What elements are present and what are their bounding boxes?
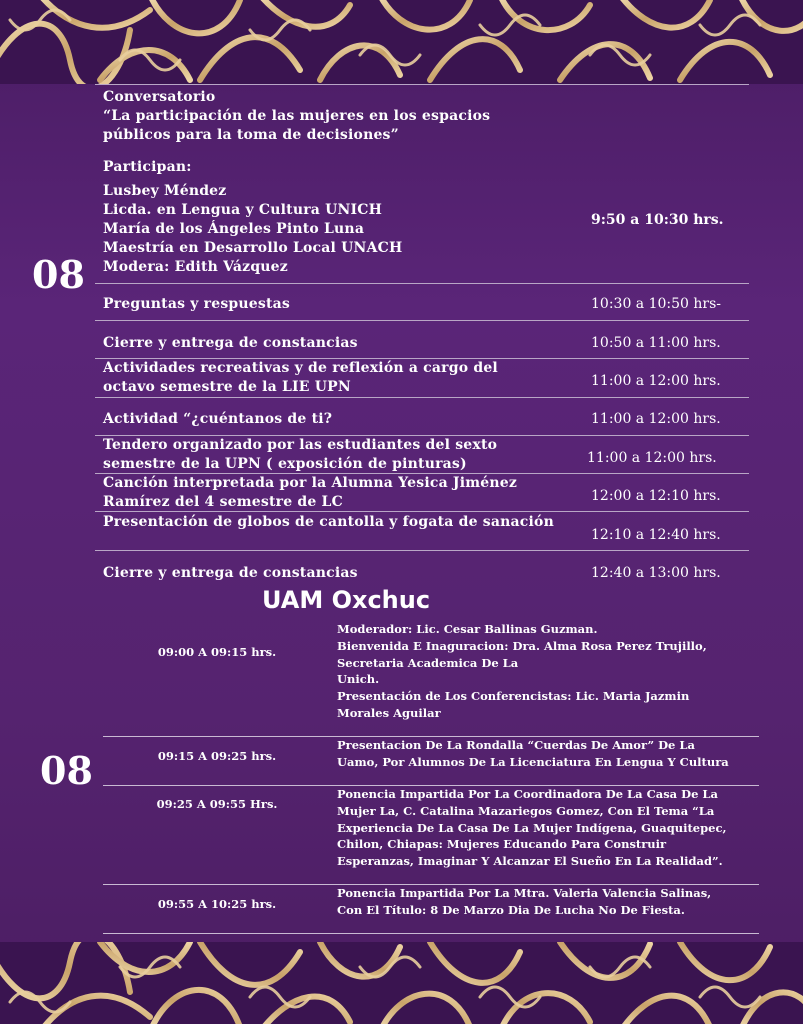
table-row — [95, 321, 749, 359]
time-cell: 09:00 A 09:15 hrs. — [157, 645, 277, 659]
swirl-pattern-icon — [0, 942, 803, 1024]
table-row — [103, 618, 759, 737]
time-cell: 09:25 A 09:55 Hrs. — [156, 797, 278, 811]
day-number: 08 — [32, 252, 85, 297]
time-cell: 11:00 a 12:00 hrs. — [587, 450, 717, 466]
table-row — [95, 551, 749, 583]
table-row — [95, 436, 749, 474]
bottom-decorative-band — [0, 942, 803, 1024]
table-row — [95, 84, 749, 284]
time-cell: 09:55 A 10:25 hrs. — [157, 897, 277, 911]
time-cell: 09:15 A 09:25 hrs. — [157, 749, 277, 763]
activity-cell: Conversatorio “La participación de las mujeres en los espacios públicos para la toma de decisiones” Participan: Lusbey Méndez Licda. en Lengua y Cultura UNICH María de los Ángeles Pinto Luna Maestría en Desarrollo Local UNACH Modera: Edith Vázquez — [103, 89, 491, 275]
table-row — [103, 885, 759, 934]
table-row — [95, 474, 749, 512]
table-row — [95, 359, 749, 398]
activity-cell: Moderador: Lic. Cesar Ballinas Guzman. Bienvenida E Inaguracion: Dra. Alma Rosa Perez Trujillo, Secretaria Academica De La Unich. Presentación de Los Conferencistas: Lic. Maria Jazmin Morales Aguilar — [337, 622, 707, 720]
table-row — [103, 737, 759, 786]
activity-cell: Presentación de globos de cantolla y fogata de sanación — [103, 514, 554, 530]
time-cell: 12:10 a 12:40 hrs. — [591, 527, 721, 543]
table-row — [95, 512, 749, 551]
table-row — [95, 398, 749, 436]
activity-cell: Presentacion De La Rondalla “Cuerdas De Amor” De La Uamo, Por Alumnos De La Licenciatura En Lengua Y Cultura — [337, 738, 729, 769]
table-row — [95, 283, 749, 321]
activity-cell: Actividad “¿cuéntanos de ti? — [103, 411, 333, 427]
day-number: 08 — [40, 748, 93, 793]
table-row — [103, 786, 759, 885]
activity-cell: Tendero organizado por las estudiantes del sexto semestre de la UPN ( exposición de pinturas) — [103, 437, 498, 472]
time-cell: 12:00 a 12:10 hrs. — [591, 488, 721, 504]
activity-cell: Ponencia Impartida Por La Coordinadora De La Casa De La Mujer La, C. Catalina Mazariegos Gomez, Con El Tema “La Experiencia De La Casa De La Mujer Indígena, Guaquitepec, Chilon, Chiapas: Mujeres Educando Para Construir Esperanzas, Imaginar Y Alcanzar El Sueño En La Realidad”. — [337, 787, 727, 869]
activity-cell: Cierre y entrega de constancias — [103, 565, 358, 581]
time-cell: 10:50 a 11:00 hrs. — [591, 335, 721, 351]
time-cell: 11:00 a 12:00 hrs. — [591, 411, 721, 427]
time-cell: 11:00 a 12:00 hrs. — [591, 373, 721, 389]
activity-cell: Ponencia Impartida Por La Mtra. Valeria Valencia Salinas, Con El Título: 8 De Marzo Dia De Lucha No De Fiesta. — [337, 886, 712, 917]
time-cell: 10:30 a 10:50 hrs- — [591, 296, 722, 312]
activity-cell: Actividades recreativas y de reflexión a cargo del octavo semestre de la LIE UPN — [103, 360, 498, 395]
activity-cell: Preguntas y respuestas — [103, 296, 291, 312]
activity-cell: Canción interpretada por la Alumna Yesica Jiménez Ramírez del 4 semestre de LC — [103, 475, 518, 510]
section-title: UAM Oxchuc — [262, 586, 431, 614]
time-cell: 9:50 a 10:30 hrs. — [591, 212, 724, 228]
activity-cell: Cierre y entrega de constancias — [103, 335, 358, 351]
time-cell: 12:40 a 13:00 hrs. — [591, 565, 721, 581]
